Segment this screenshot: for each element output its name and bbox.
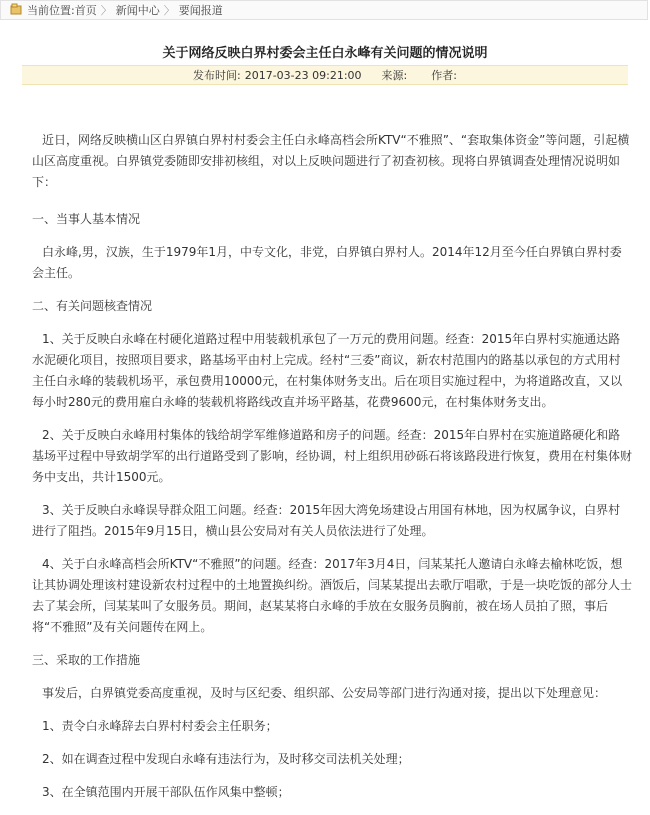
paragraph-item-3: 3、关于反映白永峰误导群众阻工问题。经查：2015年因大湾免场建设占用国有林地，因为权属争议，白界村进行了阻挡。2015年9月15日，横山县公安局对有关人员依法进行了处理。 [32, 503, 621, 538]
author-label: 作者: [431, 69, 457, 82]
paragraph-item-1: 1、关于反映白永峰在村硬化道路过程中用装载机承包了一万元的费用问题。经查：2015年白界村实施通达路水泥硬化项目，按照项目要求，路基场平由村上完成。经村“三委”商议，新农村范围内的路基以承包的方式用村主任白永峰的装载机场平，承包费用10000元，在村集体财务支出。后在项目实施过程中，为将道路改直，又以每小时280元的费用雇白永峰的装载机将路线改直并场平路基，花费9600元，在村集体财务支出。 [32, 332, 623, 409]
paragraph-measure-3: 3、在全镇范围内开展干部队伍作风集中整顿； [42, 785, 290, 799]
article-title: 关于网络反映白界村委会主任白永峰有关问题的情况说明 [162, 46, 488, 61]
section-heading-1: 一、当事人基本情况 [32, 212, 141, 226]
article-body [32, 130, 632, 815]
section-heading-3: 三、采取的工作措施 [32, 653, 141, 667]
publish-label: 发布时间: [193, 69, 241, 82]
location-icon [9, 3, 23, 17]
breadcrumb-separator: 〉 [163, 4, 175, 17]
article-meta [22, 65, 628, 85]
paragraph-item-2: 2、关于反映白永峰用村集体的钱给胡学军维修道路和房子的问题。经查：2015年白界村在实施道路硬化和路基场平过程中导致胡学军的出行道路受到了影响，经协调，村上组织用砂砾石将该路段进行恢复，费用在村集体财务中支出，共计1500元。 [32, 428, 633, 484]
breadcrumb-separator: 〉 [100, 4, 112, 17]
breadcrumb [0, 0, 648, 20]
breadcrumb-home-link[interactable]: 首页 [74, 4, 97, 17]
paragraph-measures-intro: 事发后，白界镇党委高度重视，及时与区纪委、组织部、公安局等部门进行沟通对接，提出以下处理意见： [42, 686, 607, 700]
breadcrumb-news-center-link[interactable]: 新闻中心 [115, 4, 160, 17]
paragraph-measure-1: 1、责令白永峰辞去白界村村委会主任职务； [42, 719, 278, 733]
paragraph-person-info: 白永峰,男，汉族，生于1979年1月，中专文化，非党，白界镇白界村人。2014年12月至今任白界镇白界村委会主任。 [32, 245, 622, 280]
paragraph-measure-2: 2、如在调查过程中发现白永峰有违法行为，及时移交司法机关处理； [42, 752, 410, 766]
section-heading-2: 二、有关问题核查情况 [32, 299, 153, 313]
breadcrumb-key-news-link[interactable]: 要闻报道 [178, 4, 223, 17]
breadcrumb-prefix: 当前位置: [27, 4, 75, 17]
paragraph-intro: 近日，网络反映横山区白界镇白界村村委会主任白永峰高档会所KTV“不雅照”、“套取集体资金”等问题，引起横山区高度重视。白界镇党委随即安排初核组，对以上反映问题进行了初查初核。现将白界镇调查处理情况说明如下： [32, 133, 630, 189]
paragraph-item-4: 4、关于白永峰高档会所KTV“不雅照”的问题。经查：2017年3月4日，闫某某托人邀请白永峰去榆林吃饭，想让其协调处理该村建设新农村过程中的土地置换纠纷。酒饭后，闫某某提出去歌厅唱歌，于是一块吃饭的部分人士去了某会所，闫某某叫了女服务员。期间，赵某某将白永峰的手放在女服务员胸前，被在场人员拍了照，事后将“不雅照”及有关问题传在网上。 [32, 557, 633, 634]
publish-time: 2017-03-23 09:21:00 [244, 68, 362, 82]
source-label: 来源: [381, 69, 408, 82]
